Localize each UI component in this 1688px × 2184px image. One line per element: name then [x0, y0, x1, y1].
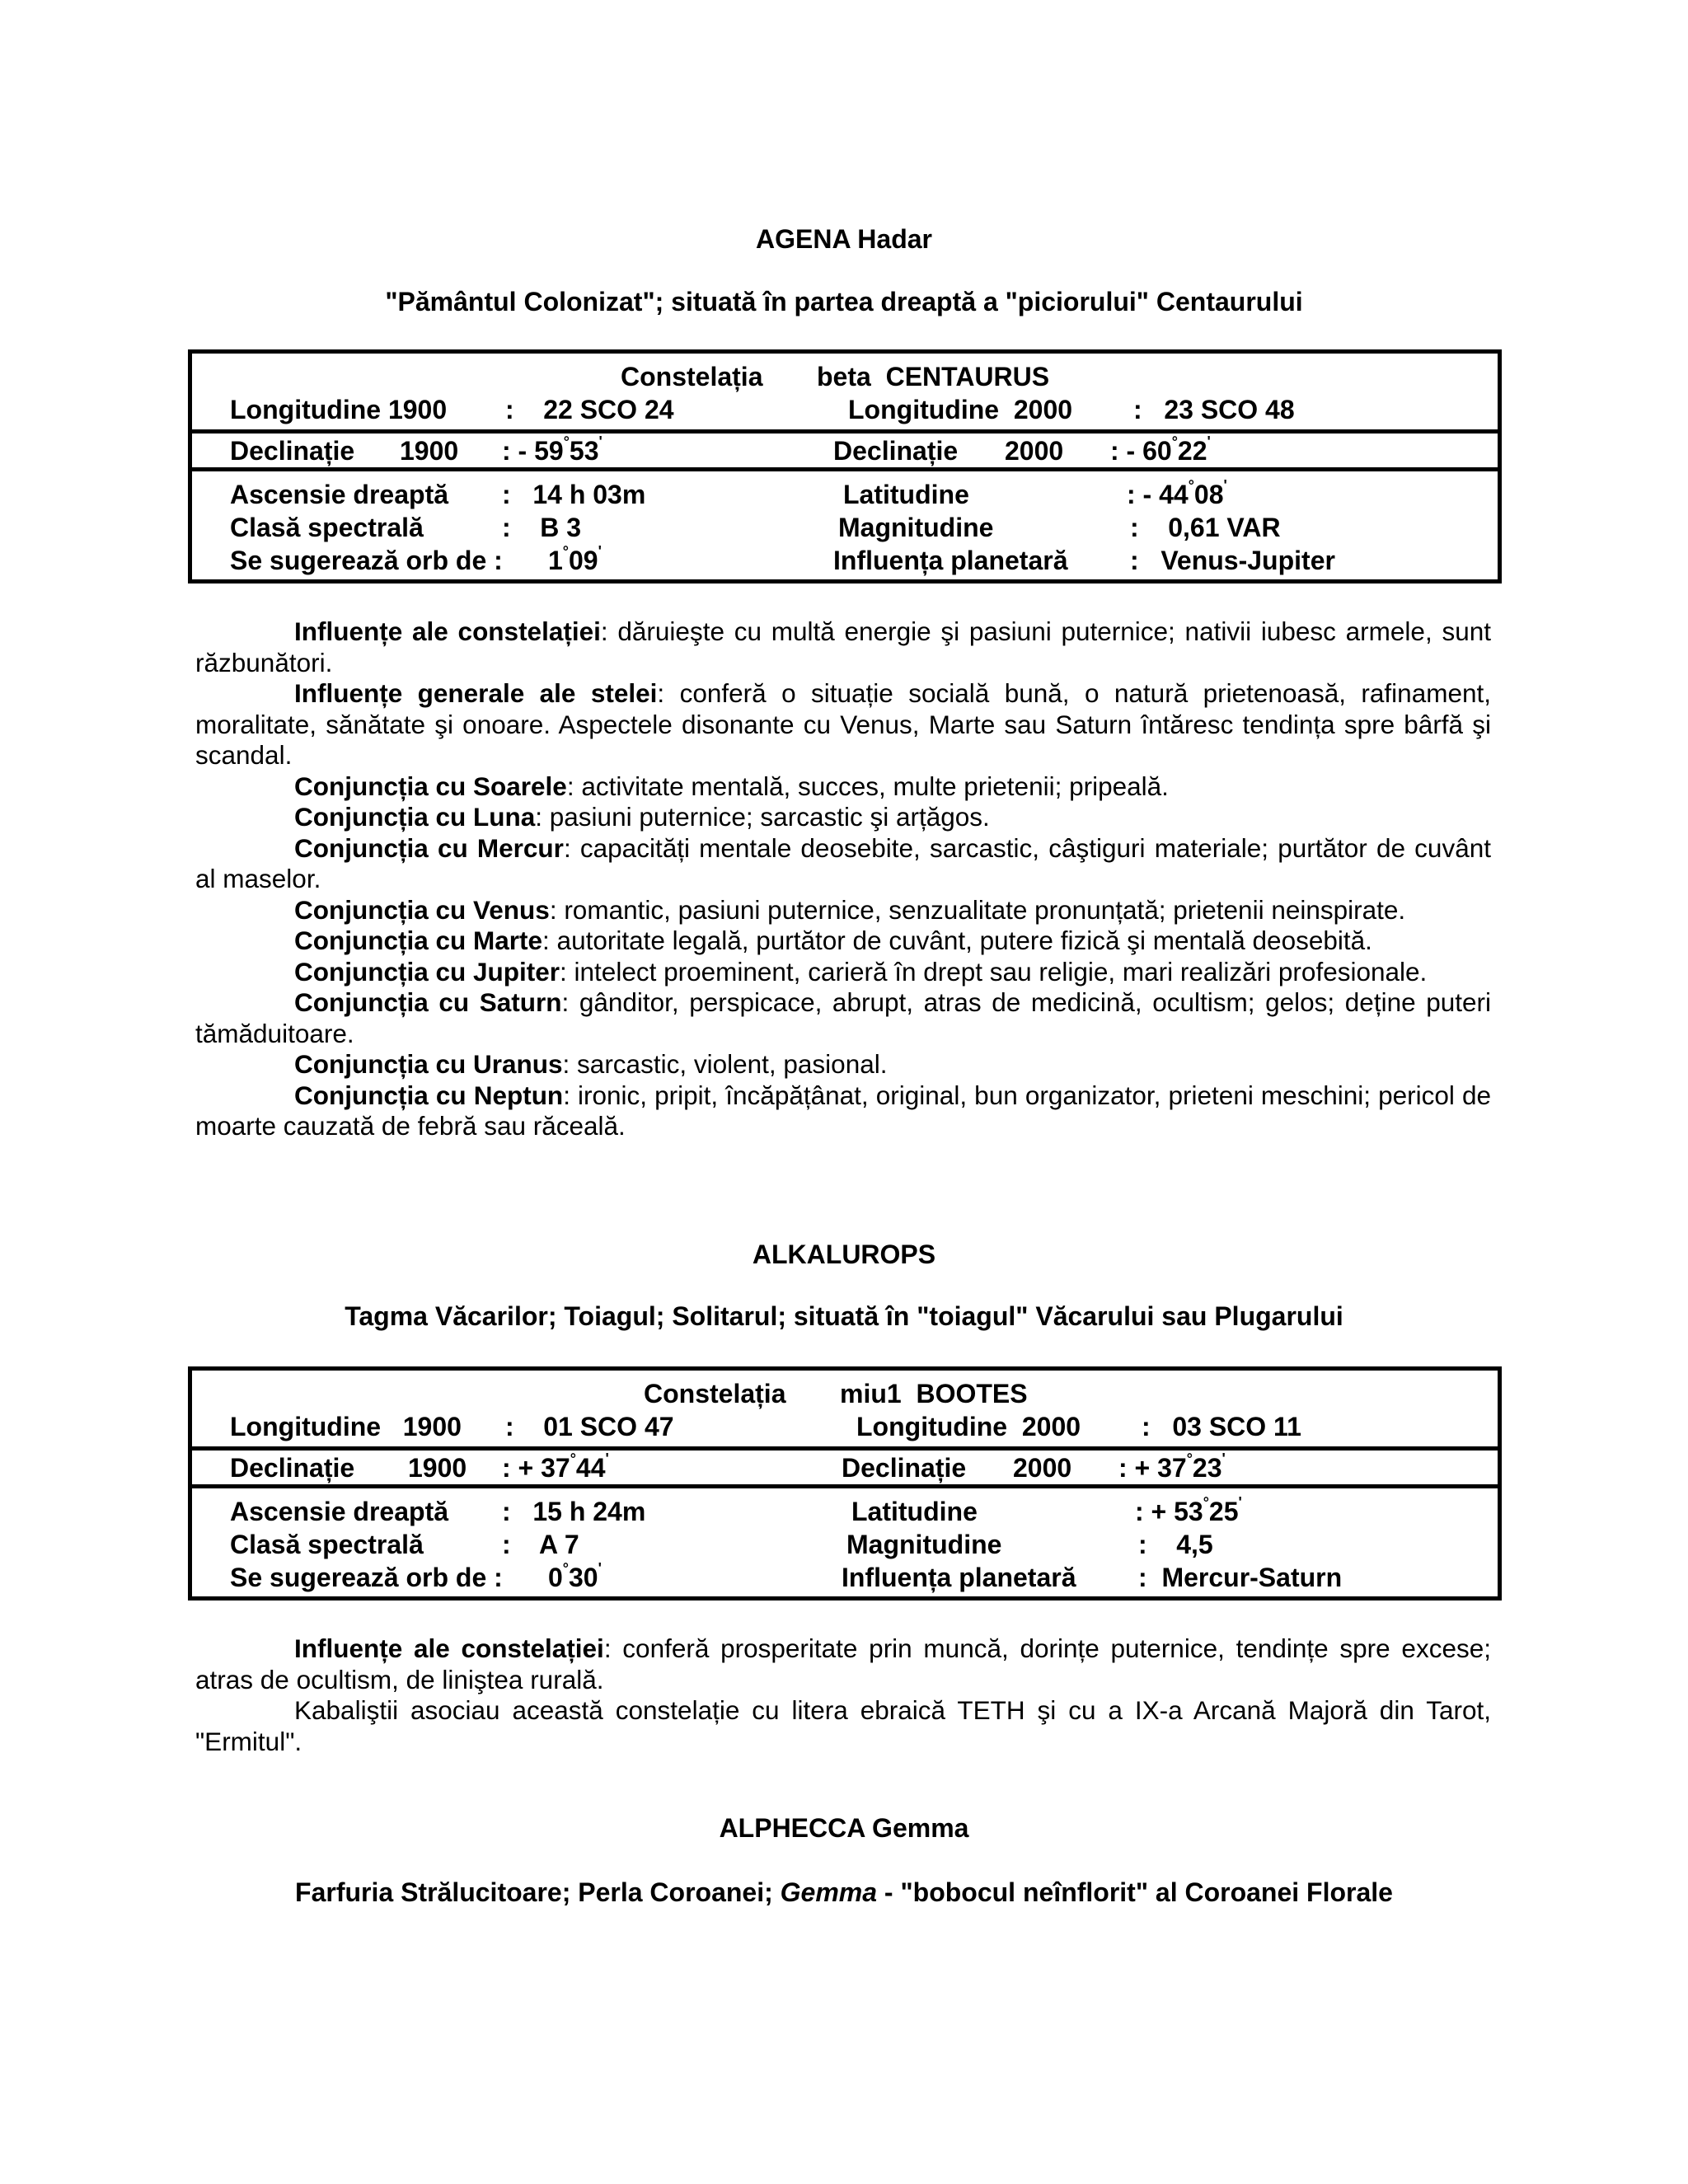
table-section-properties [192, 467, 1498, 579]
longitude-2000-value: : 23 SCO 48 [1133, 395, 1295, 424]
spectral-class-label: Clasă spectrală [230, 513, 424, 542]
star-data-table-agena [188, 349, 1502, 583]
orb-label: Se sugerează orb de : [230, 546, 503, 575]
longitude-1900-label: Longitudine 1900 [230, 1412, 462, 1441]
star-subtitle-alkalurops: Tagma Văcarilor; Toiagul; Solitarul; situată în "toiagul" Văcarului sau Plugarului [345, 1301, 1343, 1331]
constellation-value: miu1 BOOTES [840, 1379, 1028, 1408]
paragraph: Conjuncția cu Soarele: activitate mentală, succes, multe prietenii; pripeală. [294, 771, 1169, 801]
table-section-declination [192, 1446, 1498, 1484]
spectral-class-value: : B 3 [502, 513, 582, 542]
declination-1900-value: : + 37°44' [502, 1451, 609, 1483]
right-ascension-value: : 15 h 24m [502, 1497, 646, 1526]
planetary-influence-label: Influența planetară [842, 1563, 1076, 1592]
right-ascension-label: Ascensie dreaptă [230, 1497, 449, 1526]
star-data-table-alkalurops [188, 1366, 1502, 1601]
right-ascension-value: : 14 h 03m [502, 480, 646, 509]
declination-2000-value: : + 37°23' [1118, 1451, 1226, 1483]
alkalurops-description [195, 1633, 1491, 1757]
table-section-longitude [192, 354, 1498, 429]
star-subtitle-alphecca: Farfuria Strălucitoare; Perla Coroanei; Gemma - "bobocul neînflorit" al Coroanei Florale [295, 1877, 1393, 1907]
star-subtitle-agena: "Pământul Colonizat"; situată în partea dreaptă a "piciorului" Centaurului [385, 287, 1303, 316]
declination-2000-year: 2000 [1013, 1453, 1072, 1483]
declination-1900-label: Declinație [230, 1453, 355, 1483]
table-section-properties [192, 1484, 1498, 1596]
paragraph: Conjuncția cu Venus: romantic, pasiuni puternice, senzualitate pronunțată; prietenii neinspirate. [294, 894, 1406, 925]
agena-description [195, 616, 1491, 1142]
latitude-label: Latitudine [843, 480, 969, 509]
star-title-alphecca: ALPHECCA Gemma [719, 1813, 969, 1843]
magnitude-value: : 0,61 VAR [1130, 513, 1281, 542]
orb-value: 0°30' [548, 1560, 602, 1592]
paragraph: Conjuncția cu Mercur: capacități mentale deosebite, sarcastic, câştiguri materiale; purtător de cuvânt al maselor. [195, 832, 1491, 893]
constellation-label: Constelația [644, 1379, 786, 1408]
planetary-influence-value: : Venus-Jupiter [1130, 546, 1335, 575]
planetary-influence-label: Influența planetară [833, 546, 1068, 575]
orb-label: Se sugerează orb de : [230, 1563, 503, 1592]
paragraph: Kabaliştii asociau această constelație cu litera ebraică TETH şi cu a IX-a Arcană Majoră din Tarot, "Ermitul". [195, 1695, 1491, 1756]
declination-2000-year: 2000 [1005, 436, 1064, 466]
latitude-label: Latitudine [851, 1497, 978, 1526]
declination-1900-label: Declinație [230, 436, 355, 466]
table-section-longitude [192, 1371, 1498, 1446]
paragraph: Conjuncția cu Luna: pasiuni puternice; sarcastic şi arțăgos. [294, 802, 990, 832]
declination-2000-label: Declinație [842, 1453, 967, 1483]
paragraph: Influențe generale ale stelei: conferă o situație socială bună, o natură prietenoasă, rafinament, moralitate, sănătate şi onoare. Aspectele disonante cu Venus, Marte sau Saturn întăresc tendința spre bârfă şi scandal. [195, 678, 1491, 770]
spectral-class-label: Clasă spectrală [230, 1530, 424, 1559]
planetary-influence-value: : Mercur-Saturn [1138, 1563, 1343, 1592]
magnitude-label: Magnitudine [838, 513, 994, 542]
latitude-value: : - 44°08' [1127, 477, 1227, 509]
longitude-2000-value: : 03 SCO 11 [1142, 1412, 1301, 1441]
star-title-agena: AGENA Hadar [756, 224, 932, 254]
star-title-alkalurops: ALKALUROPS [752, 1240, 936, 1269]
right-ascension-label: Ascensie dreaptă [230, 480, 449, 509]
paragraph: Influențe ale constelației: conferă prosperitate prin muncă, dorințe puternice, tendințe spre excese; atras de ocultism, de liniştea rurală. [195, 1633, 1491, 1694]
longitude-2000-label: Longitudine 2000 [848, 395, 1073, 424]
orb-value: 1°09' [548, 543, 602, 575]
constellation-value: beta CENTAURUS [817, 362, 1050, 391]
spectral-class-value: : A 7 [502, 1530, 579, 1559]
longitude-1900-value: : 22 SCO 24 [505, 395, 674, 424]
paragraph: Conjuncția cu Jupiter: intelect proeminent, carieră în drept sau religie, mari realizări profesionale. [294, 956, 1428, 987]
declination-1900-value: : - 59°53' [502, 434, 603, 466]
longitude-1900-label: Longitudine 1900 [230, 395, 448, 424]
magnitude-label: Magnitudine [846, 1530, 1002, 1559]
magnitude-value: : 4,5 [1138, 1530, 1213, 1559]
paragraph: Conjuncția cu Marte: autoritate legală, purtător de cuvânt, putere fizică şi mentală deosebită. [294, 926, 1372, 955]
table-section-declination [192, 429, 1498, 467]
constellation-label: Constelația [621, 362, 763, 391]
declination-1900-year: 1900 [408, 1453, 467, 1483]
paragraph: Conjuncția cu Saturn: gânditor, perspicace, abrupt, atras de medicină, ocultism; gelos; deține puteri tămăduitoare. [195, 987, 1491, 1048]
declination-2000-label: Declinație [833, 436, 959, 466]
paragraph: Conjuncția cu Uranus: sarcastic, violent, pasional. [294, 1049, 888, 1079]
declination-2000-value: : - 60°22' [1110, 434, 1211, 466]
declination-1900-year: 1900 [400, 436, 459, 466]
latitude-value: : + 53°25' [1135, 1494, 1242, 1526]
paragraph: Conjuncția cu Neptun: ironic, pripit, încăpățânat, original, bun organizator, prieteni meschini; pericol de moarte cauzată de febră sau răceală. [195, 1080, 1491, 1141]
longitude-1900-value: : 01 SCO 47 [505, 1412, 674, 1441]
paragraph: Influențe ale constelației: dăruieşte cu multă energie şi pasiuni puternice; nativii iubesc armele, sunt răzbunători. [195, 616, 1491, 677]
longitude-2000-label: Longitudine 2000 [856, 1412, 1081, 1441]
